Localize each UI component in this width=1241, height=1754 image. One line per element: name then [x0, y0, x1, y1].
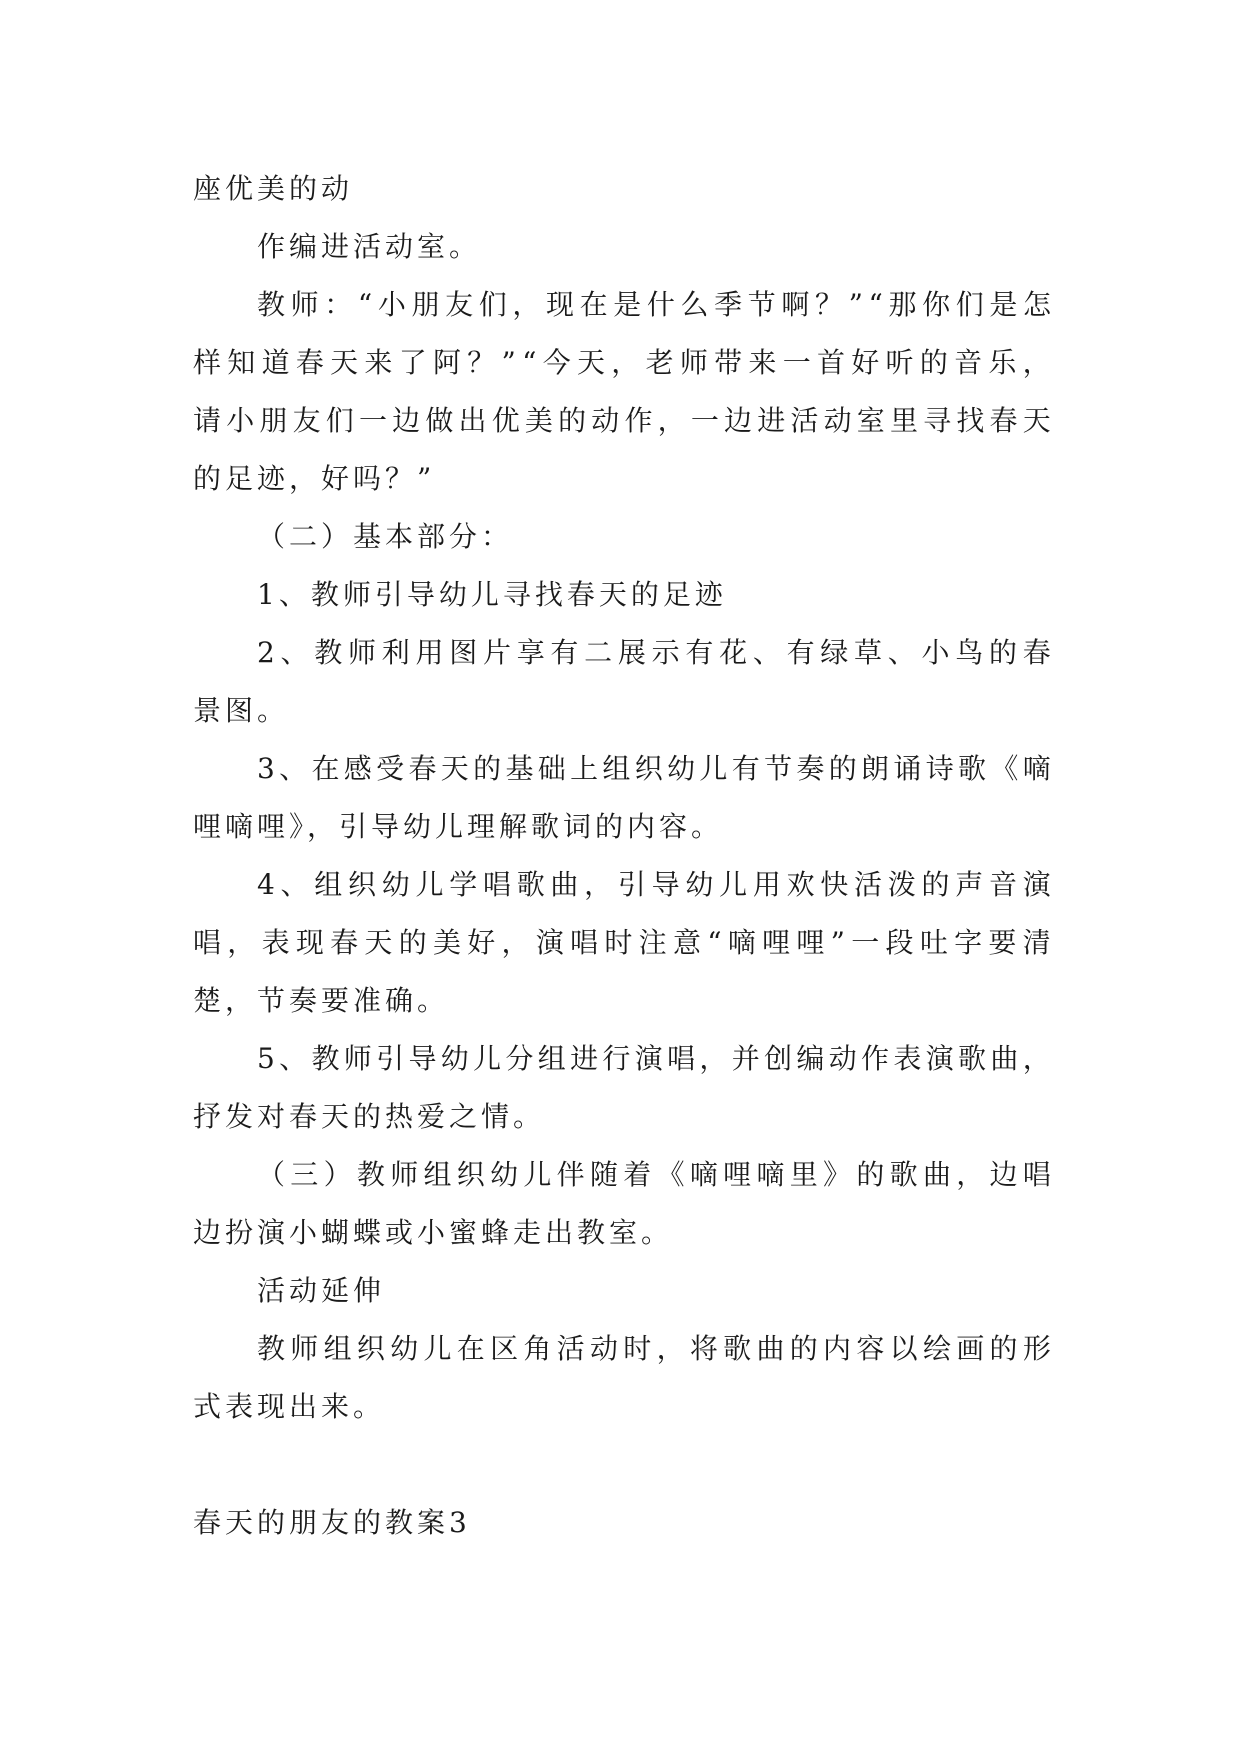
text-line: 样 知 道 春 天 来 了 阿 ？ ” “ 今 天 ， 老 师 带 来 一 首 好 听 的 音 乐 ， [193, 346, 1055, 379]
paragraph [193, 218, 1055, 276]
paragraph [193, 1146, 1055, 1262]
body-text [193, 160, 1055, 1436]
paragraph [193, 1030, 1055, 1146]
text-line: 活动延伸 [257, 1274, 386, 1307]
section-gap [193, 1436, 1055, 1494]
paragraph [193, 740, 1055, 856]
text-line: 哩嘀哩》，引导幼儿理解歌词的内容。 [193, 810, 724, 843]
text-line: 请 小 朋 友 们 一 边 做 出 优 美 的 动 作 ， 一 边 进 活 动 室 里 寻 找 春 天 [193, 404, 1055, 437]
text-line: 作编进活动室。 [257, 230, 482, 263]
text-line: 1、教师引导幼儿寻找春天的足迹 [257, 578, 727, 611]
paragraph [193, 624, 1055, 740]
paragraph [193, 1320, 1055, 1436]
paragraph [193, 856, 1055, 1030]
text-line: 唱 ， 表 现 春 天 的 美 好 ， 演 唱 时 注 意 “ 嘀 哩 哩 ” 一 段 吐 字 要 清 [193, 926, 1055, 959]
paragraph [193, 160, 1055, 218]
text-line: 式表现出来。 [193, 1390, 386, 1423]
text-line: 教 师 ： “ 小 朋 友 们 ， 现 在 是 什 么 季 节 啊 ？ ” “ 那 你 们 是 怎 [257, 288, 1055, 321]
section-heading: 春天的朋友的教案3 [193, 1506, 471, 1539]
text-line: 楚，节奏要准确。 [193, 984, 450, 1017]
text-line: 教 师 组 织 幼 儿 在 区 角 活 动 时 ， 将 歌 曲 的 内 容 以 绘 画 的 形 [257, 1332, 1055, 1365]
document-page [193, 160, 1055, 1552]
text-line: （ 三 ） 教 师 组 织 幼 儿 伴 随 着 《 嘀 哩 嘀 里 》 的 歌 曲 ， 边 唱 [257, 1158, 1055, 1191]
text-line: 景图。 [193, 694, 290, 727]
text-line: 抒发对春天的热爱之情。 [193, 1100, 546, 1133]
text-line: 的足迹，好吗？” [193, 462, 436, 495]
paragraph [193, 508, 1055, 566]
text-line: 4 、 组 织 幼 儿 学 唱 歌 曲 ， 引 导 幼 儿 用 欢 快 活 泼 的 声 音 演 [257, 868, 1055, 901]
paragraph [193, 1262, 1055, 1320]
paragraph [193, 276, 1055, 508]
paragraph [193, 566, 1055, 624]
text-line: 5 、 教 师 引 导 幼 儿 分 组 进 行 演 唱 ， 并 创 编 动 作 表 演 歌 曲 ， [257, 1042, 1055, 1075]
text-line: 边扮演小蝴蝶或小蜜蜂走出教室。 [193, 1216, 674, 1249]
text-line: 座优美的动 [193, 172, 354, 205]
text-line: （二）基本部分： [257, 520, 514, 553]
text-line: 2 、 教 师 利 用 图 片 享 有 二 展 示 有 花 、 有 绿 草 、 小 鸟 的 春 [257, 636, 1055, 669]
text-line: 3 、 在 感 受 春 天 的 基 础 上 组 织 幼 儿 有 节 奏 的 朗 诵 诗 歌 《 嘀 [257, 752, 1055, 785]
